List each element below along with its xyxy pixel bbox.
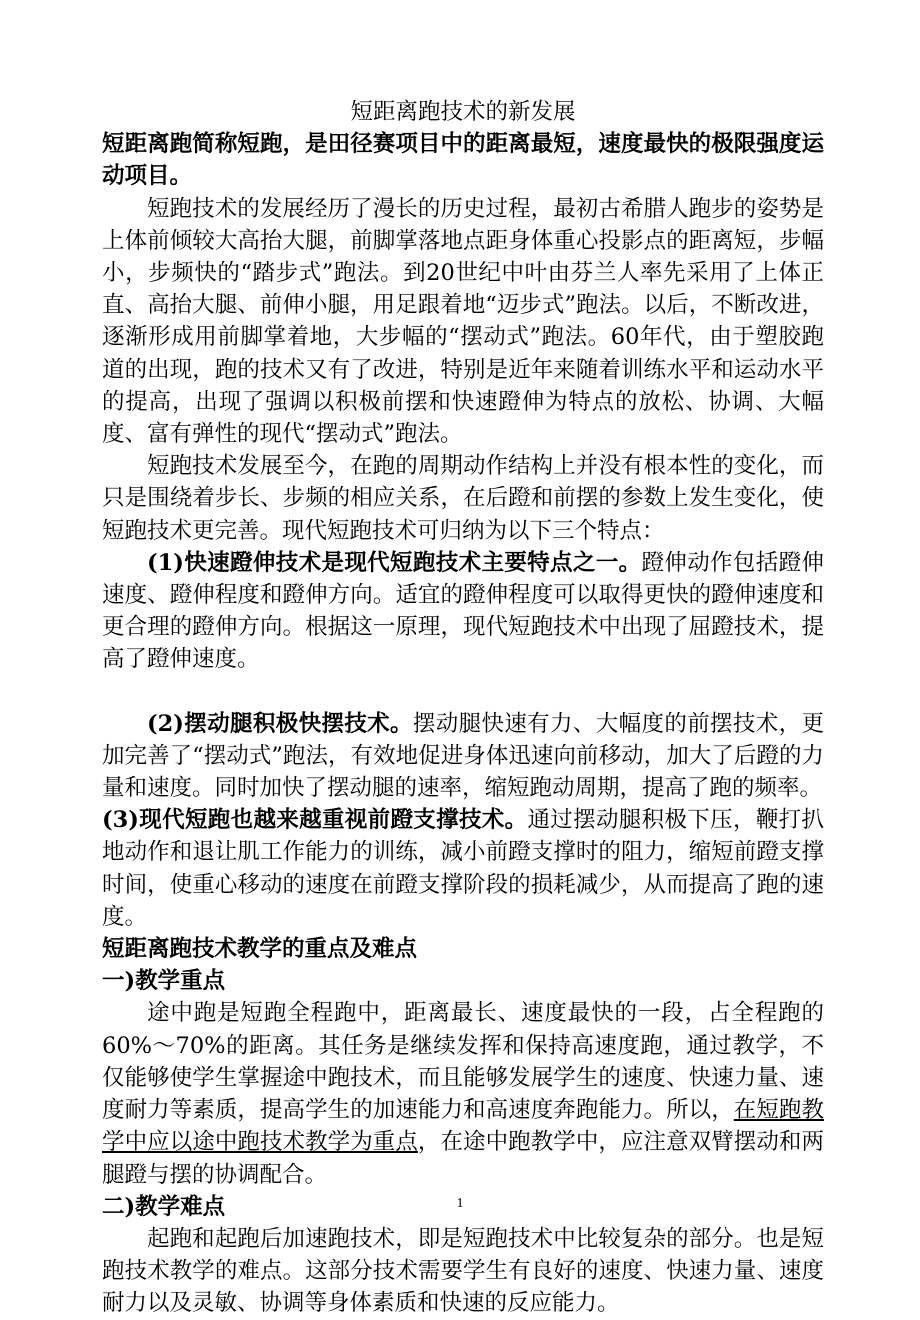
- blank-line: [102, 676, 824, 708]
- feature-1-paragraph: [102, 547, 824, 676]
- key-points-underlined-text: 在短跑教学中应以途中跑技术教学为重点: [102, 1097, 824, 1156]
- feature-1-text: 蹬伸动作包括蹬伸速度、蹬伸程度和蹬伸方向。适宜的蹬伸程度可以取得更快的蹬伸速度和更合理的蹬伸方向。根据这一原理，现代短跑技术中出现了屈蹬技术，提高了蹬伸速度。: [102, 549, 824, 673]
- section-heading: 短距离跑技术教学的重点及难点: [102, 936, 418, 963]
- feature-2-text: 摆动腿快速有力、大幅度的前摆技术，更加完善了“摆动式”跑法，有效地促进身体迅速向前移动，加大了后蹬的力量和速度。同时加快了摆动腿的速率，缩短跑动周期，提高了跑的频率。: [102, 710, 824, 802]
- feature-2-paragraph: [102, 708, 824, 805]
- key-points-paragraph: [102, 997, 824, 1190]
- document-body: [102, 96, 824, 1320]
- subheading-key-points: 一)教学重点: [102, 968, 226, 995]
- page-number: 1: [456, 1196, 464, 1211]
- feature-2-heading: (2)摆动腿积极快摆技术。: [147, 710, 413, 737]
- feature-1-heading: (1)快速蹬伸技术是现代短跑技术主要特点之一。: [147, 549, 642, 576]
- document-title: 短距离跑技术的新发展: [350, 99, 576, 125]
- feature-3-paragraph: [102, 804, 824, 933]
- key-points-text-end: ，在途中跑教学中，应注意双臂摆动和两腿蹬与摆的协调配合。: [102, 1129, 824, 1188]
- history-paragraph: 短跑技术的发展经历了漫长的历史过程，最初古希腊人跑步的姿势是上体前倾较大高抬大腿，前脚掌落地点距身体重心投影点的距离短，步幅小，步频快的“踏步式”跑法。到20世纪中叶由芬兰人率先采用了上体正直、高抬大腿、前伸小腿，用足跟着地“迈步式”跑法。以后，不断改进，逐渐形成用前脚掌着地，大步幅的“摆动式”跑法。60年代，由于塑胶跑道的出现，跑的技术又有了改进，特别是近年来随着训练水平和运动水平的提高，出现了强调以积极前摆和快速蹬伸为特点的放松、协调、大幅度、富有弹性的现代“摆动式”跑法。: [102, 195, 824, 448]
- feature-3-text: 通过摆动腿积极下压，鞭打扒地动作和退让肌工作能力的训练，减小前蹬支撑时的阻力，缩短前蹬支撑时间，使重心移动的速度在前蹬支撑阶段的损耗减少，从而提高了跑的速度。: [102, 807, 824, 930]
- feature-3-heading: (3)现代短跑也越来越重视前蹬支撑技术。: [102, 807, 528, 834]
- intro-paragraph: 短距离跑简称短跑，是田径赛项目中的距离最短，速度最快的极限强度运动项目。: [102, 131, 824, 190]
- features-intro-paragraph: 短跑技术发展至今，在跑的周期动作结构上并没有根本性的变化，而只是围绕着步长、步频的相应关系，在后蹬和前摆的参数上发生变化，使短跑技术更完善。现代短跑技术可归纳为以下三个特点：: [102, 453, 824, 544]
- key-points-text-start: 途中跑是短跑全程跑中，距离最长、速度最快的一段，占全程跑的60%～70%的距离。其任务是继续发挥和保持高速度跑，通过教学，不仅能够使学生掌握途中跑技术，而且能够发展学生的速度、快速力量、速度耐力等素质，提高学生的加速能力和高速度奔跑能力。所以，: [102, 1000, 824, 1124]
- subheading-difficulties: 二)教学难点: [102, 1193, 226, 1220]
- difficulties-paragraph: 起跑和起跑后加速跑技术，即是短跑技术中比较复杂的部分。也是短跑技术教学的难点。这部分技术需要学生有良好的速度、快速力量、速度耐力以及灵敏、协调等身体素质和快速的反应能力。: [102, 1225, 824, 1317]
